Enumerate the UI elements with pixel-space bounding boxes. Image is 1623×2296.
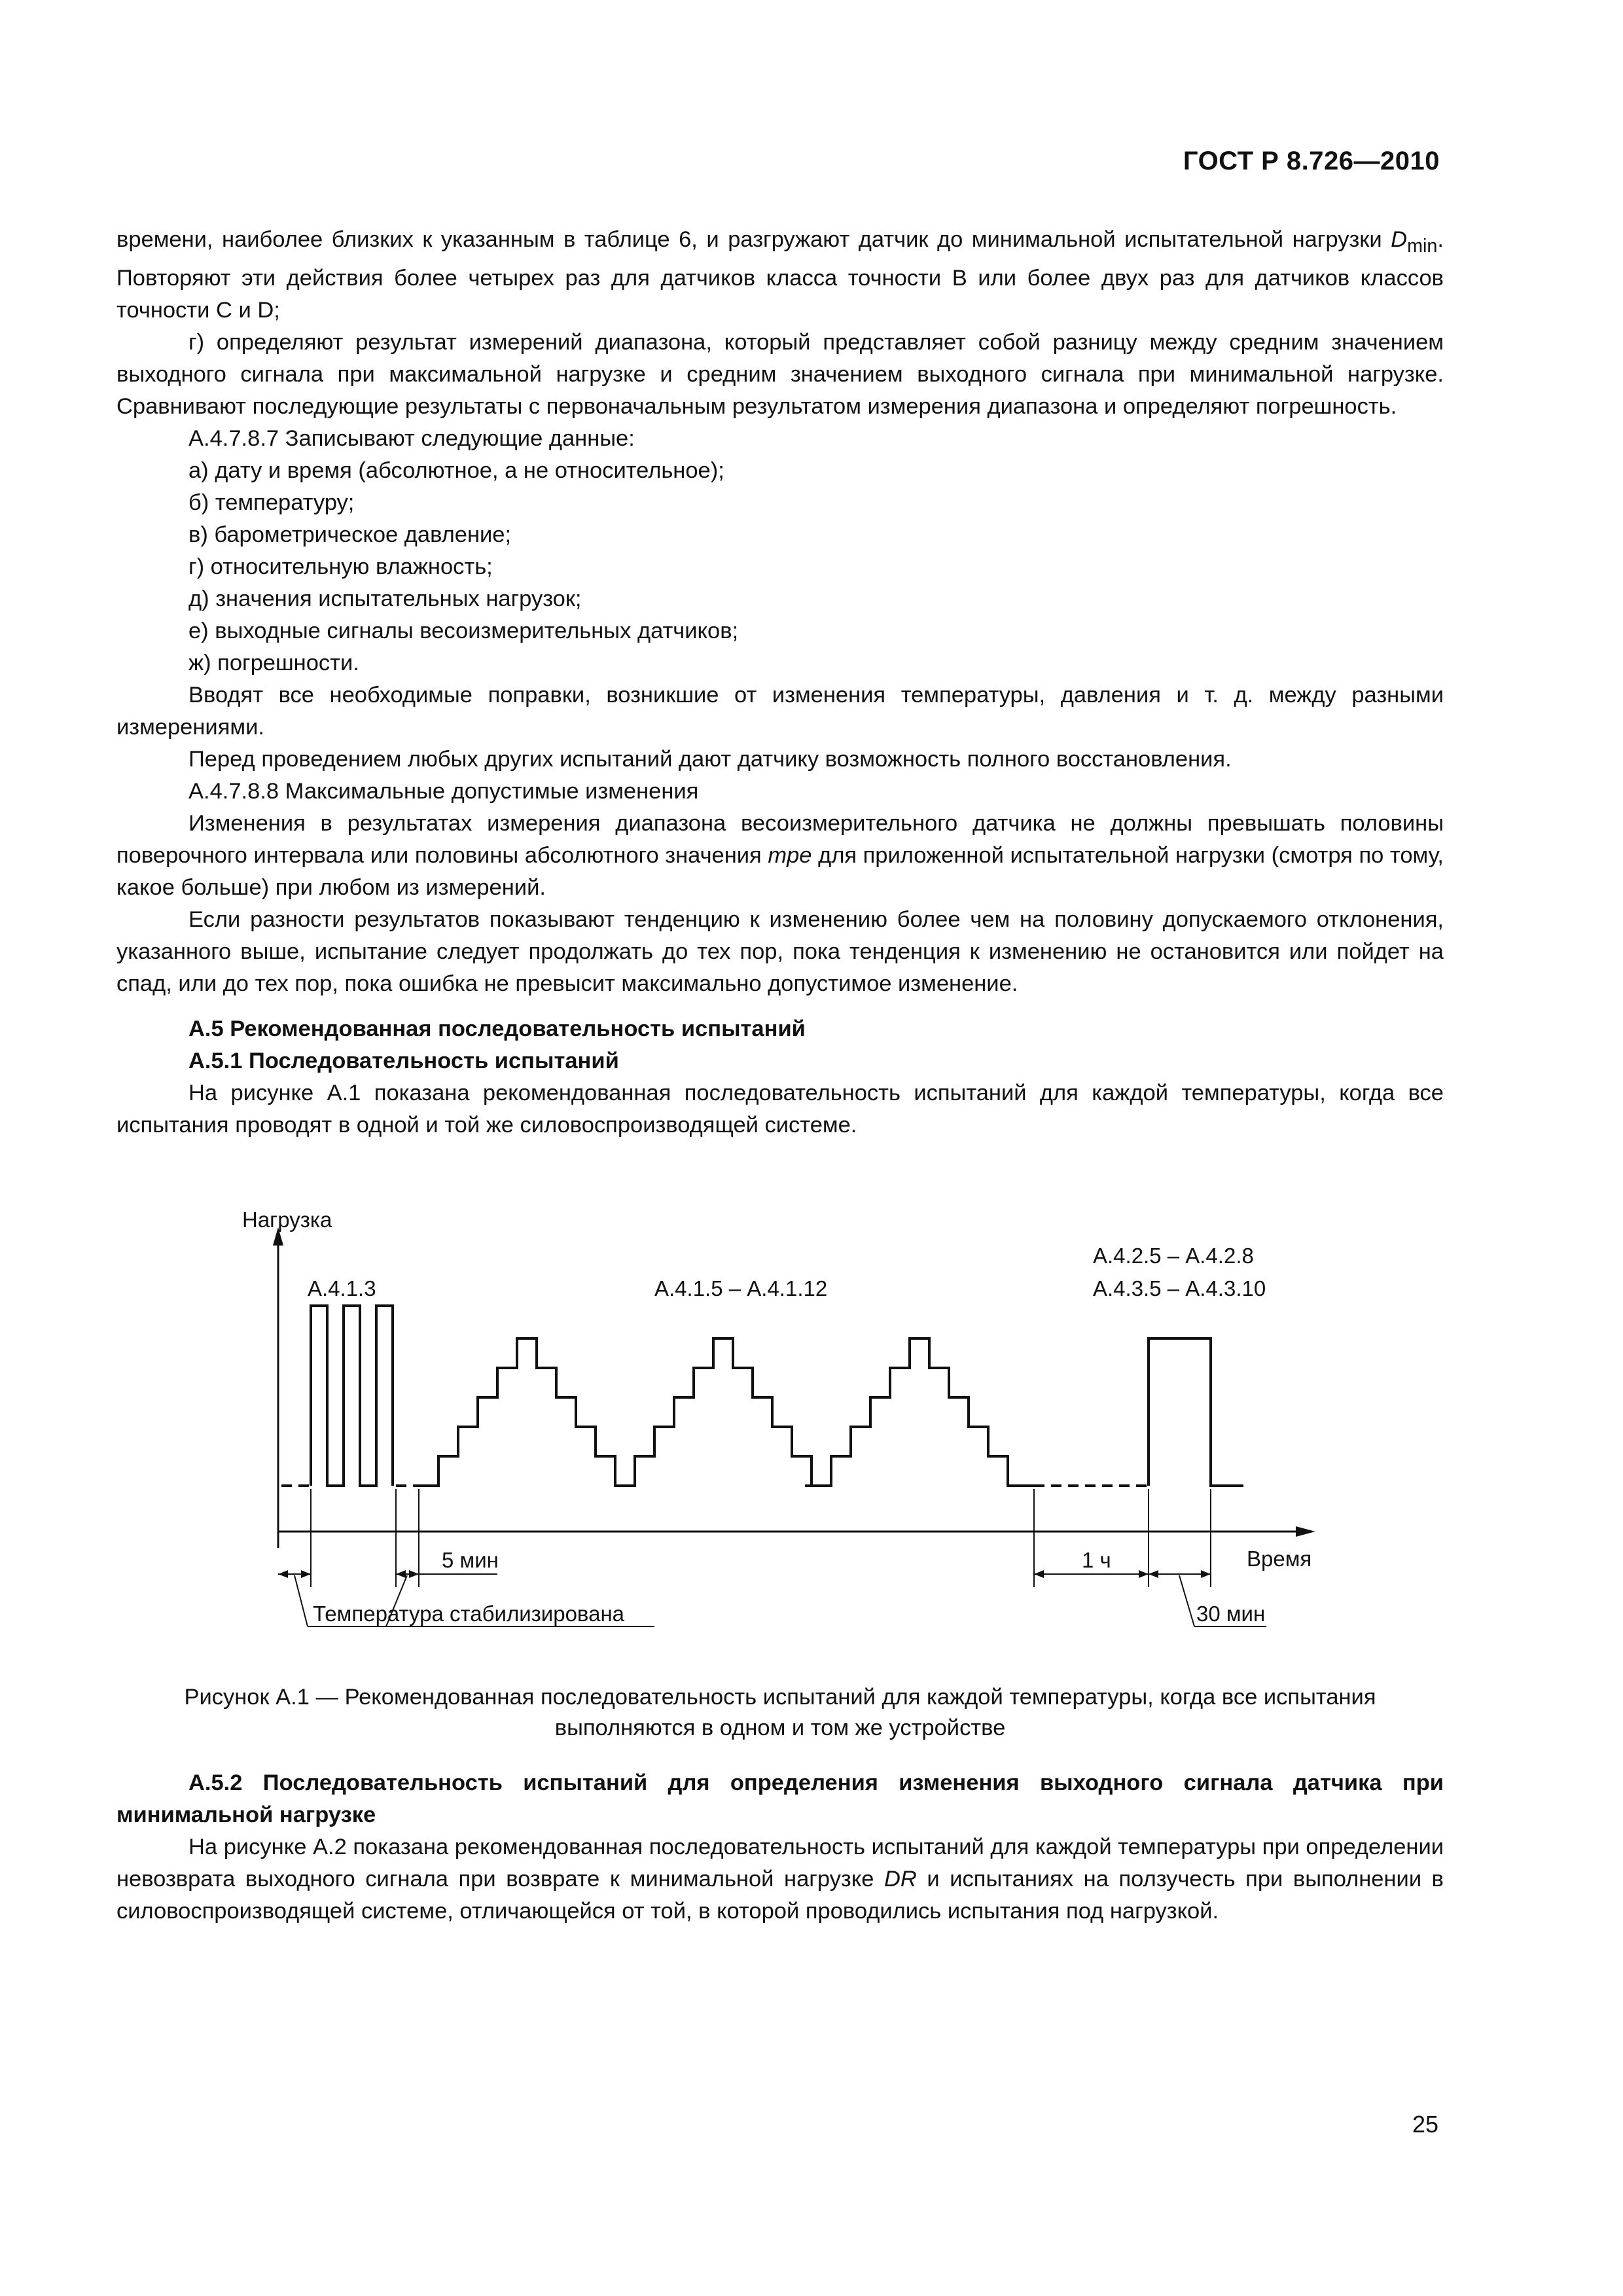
caption-line: выполняются в одном и том же устройстве [554, 1715, 1006, 1740]
paragraph: Вводят все необходимые поправки, возникшие от изменения температуры, давления и т. д. между разными измерениями. [116, 682, 1444, 740]
list-item: д) значения испытательных нагрузок; [188, 586, 582, 611]
variable: D [1391, 227, 1408, 252]
label-temperature-stabilized: Температура стабилизирована [313, 1602, 625, 1626]
dimension-arrow [301, 1570, 311, 1578]
label-5min: 5 мин [442, 1548, 499, 1572]
staircase-waveform [419, 1338, 1034, 1486]
text-run: для приложенной испытательной нагрузки (смотря по тому, какое больше) при любом из измерений. [116, 842, 1444, 900]
paragraph: А.4.7.8.8 Максимальные допустимые изменения [188, 778, 699, 804]
label-30min: 30 мин [1196, 1602, 1266, 1626]
paragraph: г) определяют результат измерений диапазона, который представляет собой разницу между средним значением выходного сигнала при максимальной нагрузке и средним значением выходного сигнала при минимальной нагрузке. Сравнивают последующие результаты с первоначальным результатом измерения диапазона и определяют погрешность. [116, 329, 1444, 419]
y-axis-label: Нагрузка [242, 1208, 332, 1232]
document-header: ГОСТ Р 8.726—2010 [1183, 147, 1440, 175]
text-run: времени, наиболее близких к указанным в таблице 6, и разгружают датчик до минимальной испытательной нагрузки [116, 227, 1391, 252]
leader-line [1179, 1575, 1194, 1626]
label-a435: А.4.3.5 – А.4.3.10 [1093, 1276, 1266, 1300]
paragraph [116, 808, 1444, 904]
label-a413: А.4.1.3 [308, 1276, 376, 1300]
body-text-continued [116, 1767, 1444, 1928]
dimension-arrow [1201, 1570, 1211, 1578]
text-run: На рисунке А.2 показана рекомендованная последовательность испытаний для каждой температуры при определении невозврата выходного сигнала при возврате к минимальной нагрузке [116, 1835, 1444, 1892]
list-item: ж) погрешности. [188, 650, 359, 675]
paragraph [116, 224, 1444, 327]
variable: DR [883, 1867, 917, 1892]
list-item: а) дату и время (абсолютное, а не относительное); [188, 457, 724, 483]
dimension-arrow [1034, 1570, 1044, 1578]
page-number: 25 [1412, 2111, 1438, 2138]
preload-pulses [311, 1306, 393, 1486]
paragraph: Если разности результатов показывают тенденцию к изменению более чем на половину допускаемого отклонения, указанного выше, испытание следует продолжать до тех пор, пока тенденция к изменению не остановится или пойдет на спад, или до тех пор, пока ошибка не превысит максимально допустимое изменение. [116, 906, 1444, 996]
text-run: Изменения в результатах измерения диапазона весоизмерительного датчика не должны превышать половины поверочного интервала или половины абсолютного значения [116, 810, 1444, 868]
leader-line [294, 1575, 308, 1626]
dimension-arrow [278, 1570, 288, 1578]
list-item: б) температуру; [188, 490, 355, 515]
list-item: в) барометрическое давление; [188, 522, 512, 547]
label-a415: А.4.1.5 – А.4.1.12 [654, 1276, 828, 1300]
x-axis-arrow [1296, 1526, 1315, 1537]
subscript: min [1407, 235, 1438, 257]
list-item: г) относительную влажность; [188, 554, 493, 579]
text-run: и испытаниях на ползучесть при выполнении в силовоспроизводящей системе, отличающейся от той, в которой проводились испытания под нагрузкой. [116, 1867, 1444, 1924]
caption-line: Рисунок А.1 — Рекомендованная последовательность испытаний для каждой температуры, когда все испытания [184, 1685, 1376, 1710]
variable: mpe [768, 842, 812, 868]
paragraph: На рисунке А.1 показана рекомендованная последовательность испытаний для каждой температуры, когда все испытания проводят в одной и той же силовоспроизводящей системе. [116, 1080, 1444, 1138]
label-1h: 1 ч [1082, 1548, 1111, 1572]
dimension-arrow [396, 1570, 406, 1578]
subsection-heading: А.5.2 Последовательность испытаний для определения изменения выходного сигнала датчика при минимальной нагрузке [116, 1770, 1444, 1827]
test-sequence-diagram [229, 1208, 1342, 1666]
paragraph: Перед проведением любых других испытаний дают датчику возможность полного восстановления. [188, 746, 1232, 772]
dimension-arrow [1149, 1570, 1158, 1578]
paragraph: А.4.7.8.7 Записывают следующие данные: [188, 425, 635, 451]
dimension-arrow [1139, 1570, 1149, 1578]
paragraph [116, 1831, 1444, 1928]
subsection-heading: А.5.1 Последовательность испытаний [188, 1048, 619, 1073]
section-heading: А.5 Рекомендованная последовательность испытаний [188, 1016, 806, 1041]
figure-a1 [229, 1208, 1342, 1666]
list-item: е) выходные сигналы весоизмерительных датчиков; [188, 618, 739, 643]
text-run: . Повторяют эти действия более четырех раз для датчиков класса точности В или более двух раз для датчиков классов точности С и D; [116, 227, 1444, 323]
label-a425: А.4.2.5 – А.4.2.8 [1093, 1244, 1254, 1268]
creep-pulse [1149, 1338, 1243, 1486]
figure-caption [116, 1682, 1444, 1744]
body-text [116, 224, 1444, 1141]
dimension-arrow [409, 1570, 419, 1578]
x-axis-label: Время [1247, 1547, 1312, 1571]
